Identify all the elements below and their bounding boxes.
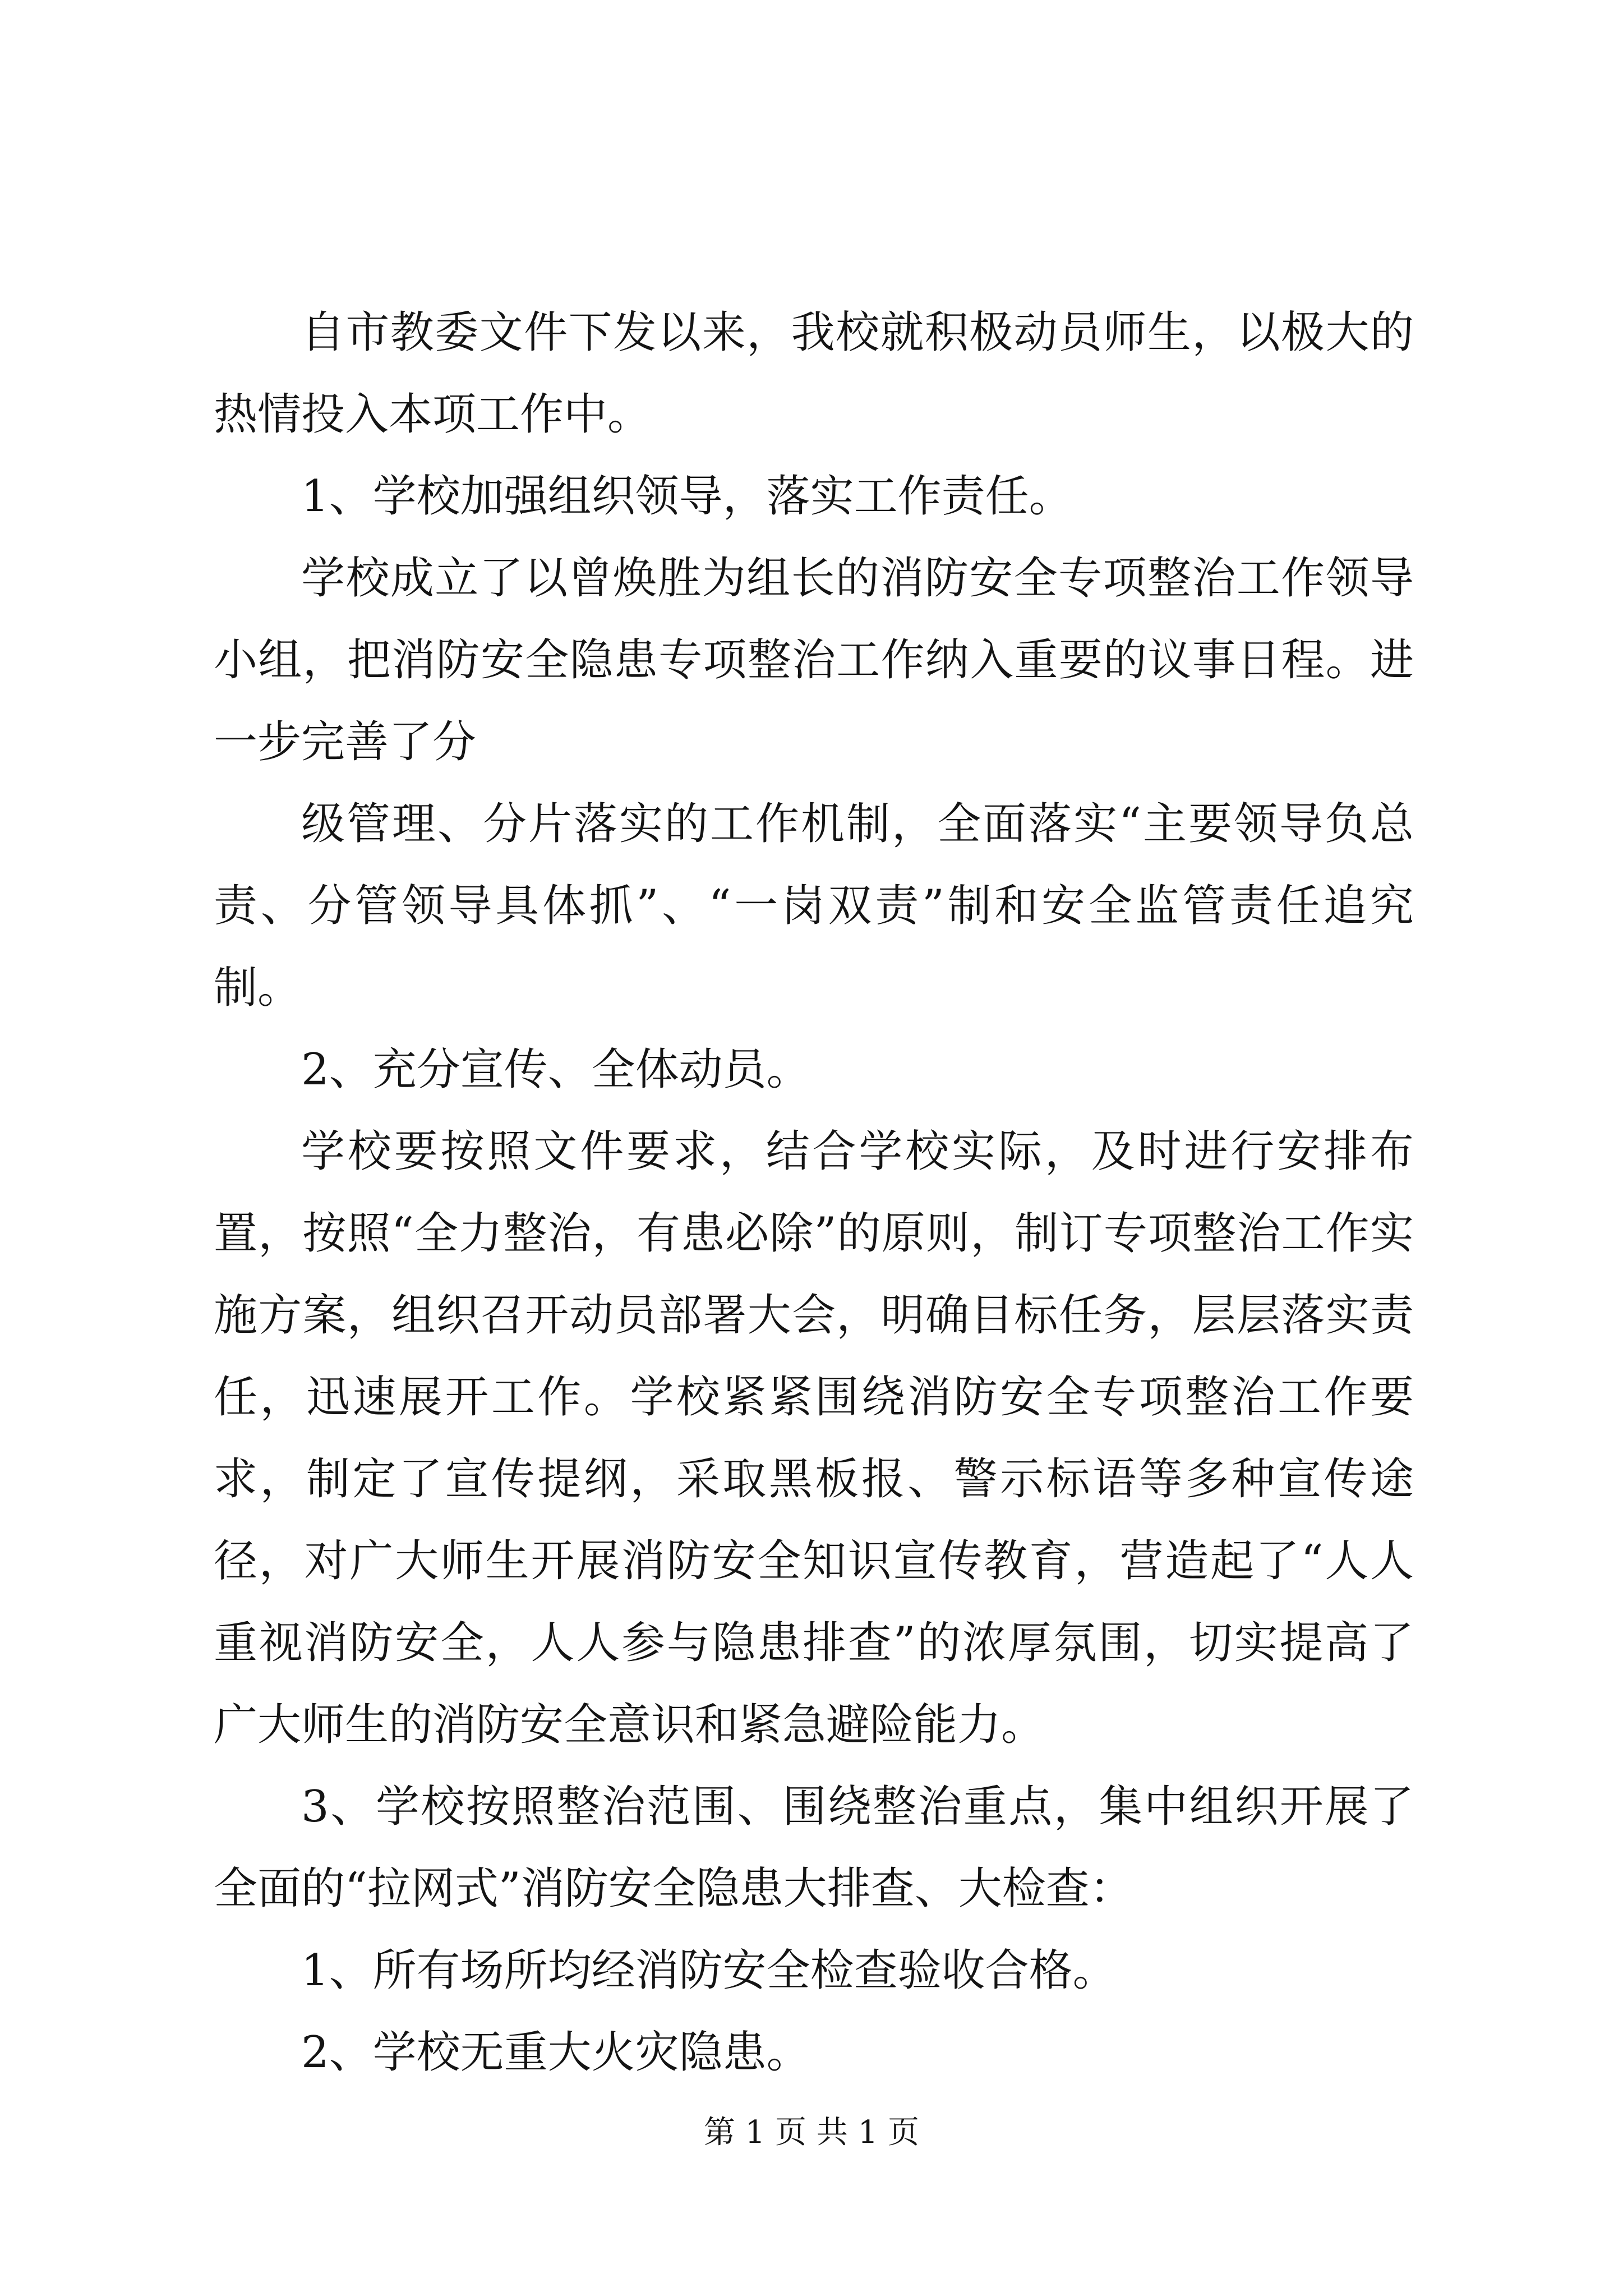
- paragraph-item-2: 2、学校无重大火灾隐患。: [301, 2027, 810, 2078]
- paragraph-leadership-group: 学校成立了以曾焕胜为组长的消防安全专项整治工作领导小组，把消防安全隐患专项整治工作纳入重要的议事日程。进一步完善了分: [214, 553, 1414, 767]
- paragraph-management-mechanism: 级管理、分片落实的工作机制，全面落实“主要领导负总责、分管领导具体抓”、“一岗双责”制和安全监管责任追究制。: [214, 799, 1414, 1013]
- document-body: [214, 292, 1414, 2093]
- paragraph-publicity: 学校要按照文件要求，结合学校实际，及时进行安排布置，按照“全力整治，有患必除”的原则，制订专项整治工作实施方案，组织召开动员部署大会，明确目标任务，层层落实责任，迅速展开工作。学校紧紧围绕消防安全专项整治工作要求，制定了宣传提纲，采取黑板报、警示标语等多种宣传途径，对广大师生开展消防安全知识宣传教育，营造起了“人人重视消防安全，人人参与隐患排查”的浓厚氛围，切实提高了广大师生的消防安全意识和紧急避险能力。: [214, 1126, 1414, 1750]
- paragraph-intro: 自市教委文件下发以来，我校就积极动员师生，以极大的热情投入本项工作中。: [214, 307, 1414, 440]
- paragraph-heading-1: 1、学校加强组织领导，落实工作责任。: [301, 471, 1073, 522]
- paragraph-item-1: 1、所有场所均经消防安全检查验收合格。: [301, 1945, 1117, 1996]
- paragraph-heading-3: 3、学校按照整治范围、围绕整治重点，集中组织开展了全面的“拉网式”消防安全隐患大排查、大检查：: [214, 1782, 1414, 1914]
- paragraph-heading-2: 2、充分宣传、全体动员。: [301, 1045, 810, 1095]
- page-footer: 第 1 页 共 1 页: [703, 2114, 920, 2151]
